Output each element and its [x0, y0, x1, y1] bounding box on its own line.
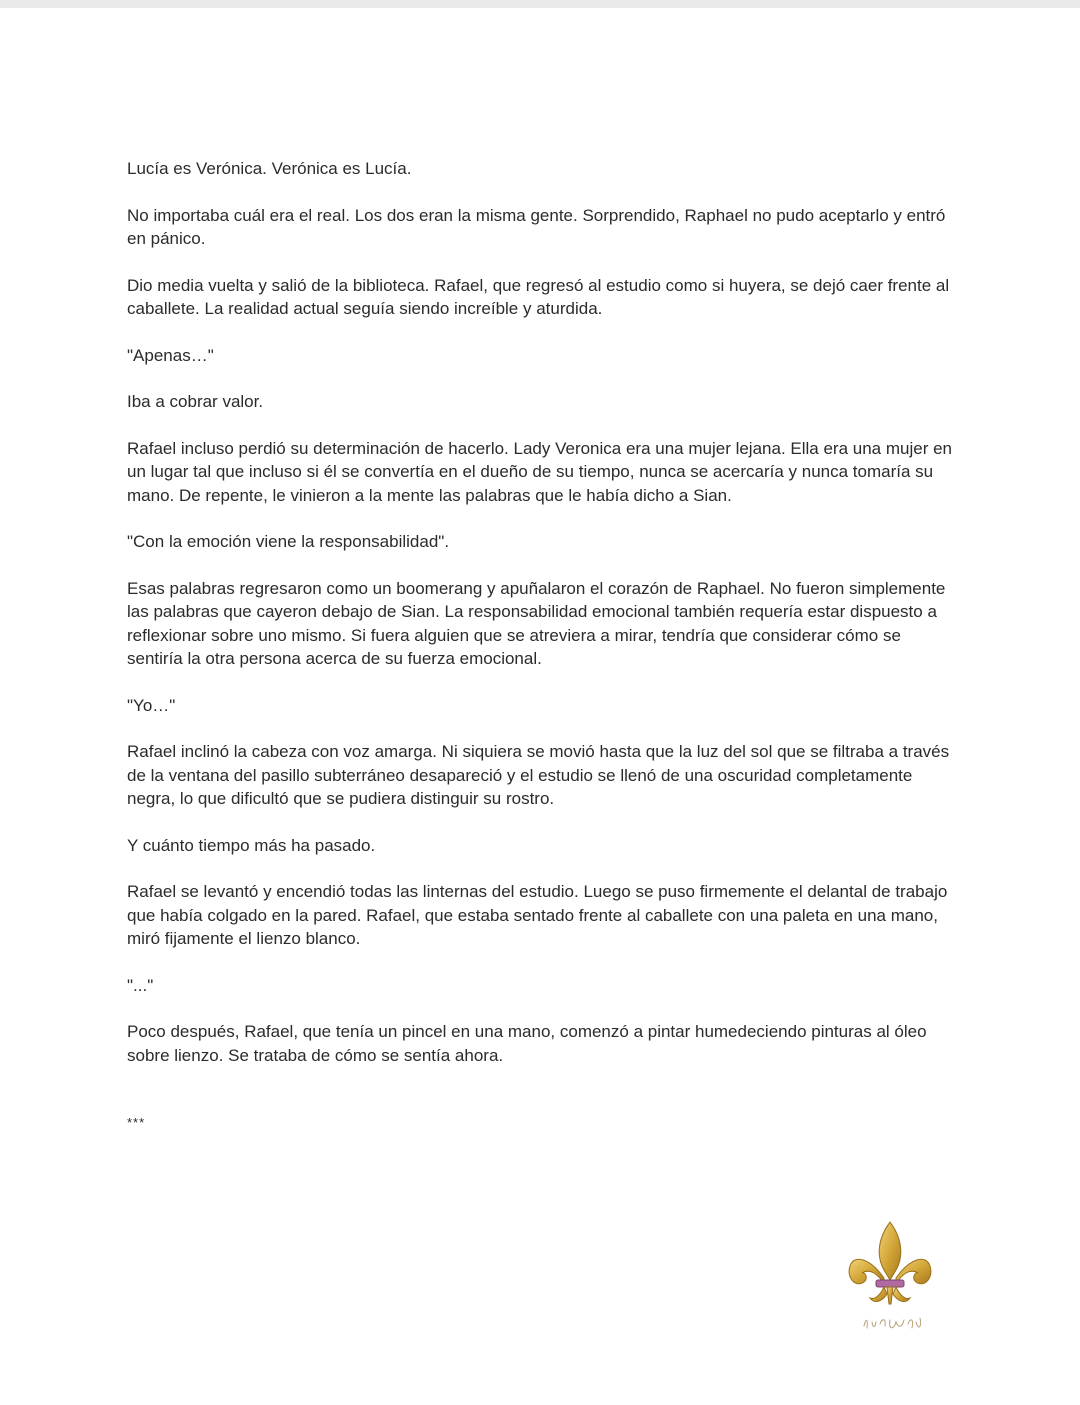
top-edge-bar	[0, 0, 1080, 8]
watermark-logo	[840, 1218, 940, 1336]
paragraph: Rafael se levantó y encendió todas las linternas del estudio. Luego se puso firmemente el delantal de trabajo que había colgado en la pared. Rafael, que estaba sentado frente al caballete con una paleta en una mano, miró fijamente el lienzo blanco.	[127, 882, 948, 948]
paragraph: Poco después, Rafael, que tenía un pincel en una mano, comenzó a pintar humedeciendo pinturas al óleo sobre lienzo. Se trataba de cómo se sentía ahora.	[127, 1022, 927, 1065]
paragraph: Lucía es Verónica. Verónica es Lucía.	[127, 159, 412, 178]
fleur-de-lis-icon	[840, 1218, 940, 1336]
paragraph: "Yo…"	[127, 695, 176, 715]
paragraph: No importaba cuál era el real. Los dos eran la misma gente. Sorprendido, Raphael no pudo aceptarlo y entró en pánico.	[127, 205, 946, 248]
paragraph: Esas palabras regresaron como un boomerang y apuñalaron el corazón de Raphael. No fueron simplemente las palabras que cayeron debajo de Sian. La responsabilidad emocional también requería estar dispuesto a reflexionar sobre uno mismo. Si fuera alguien que se atreviera a mirar, tendría que considerar cómo se sentiría la otra persona acerca de su fuerza emocional.	[127, 578, 946, 668]
paragraph: Y cuánto tiempo más ha pasado.	[127, 835, 376, 855]
paragraph: Rafael incluso perdió su determinación de hacerlo. Lady Veronica era una mujer lejana. Ella era una mujer en un lugar tal que incluso si él se convertía en el dueño de su tiempo, nunca se acercaría y nunca tomaría su mano. De repente, le vinieron a la mente las palabras que le había dicho a Sian.	[127, 438, 952, 505]
paragraph: "Apenas…"	[127, 345, 214, 365]
paragraph: Iba a cobrar valor.	[127, 392, 264, 411]
document-body	[127, 157, 957, 1158]
paragraph: Dio media vuelta y salió de la biblioteca. Rafael, que regresó al estudio como si huyera, se dejó caer frente al caballete. La realidad actual seguía siendo increíble y aturdida.	[127, 275, 950, 318]
paragraph: "Con la emoción viene la responsabilidad".	[127, 532, 450, 551]
paragraph: "..."	[127, 975, 154, 995]
paragraph: Rafael inclinó la cabeza con voz amarga. Ni siquiera se movió hasta que la luz del sol que se filtraba a través de la ventana del pasillo subterráneo desapareció y el estudio se llenó de una oscuridad completamente negra, lo que dificultó que se pudiera distinguir su rostro.	[127, 742, 950, 808]
section-separator: ***	[127, 1115, 146, 1130]
